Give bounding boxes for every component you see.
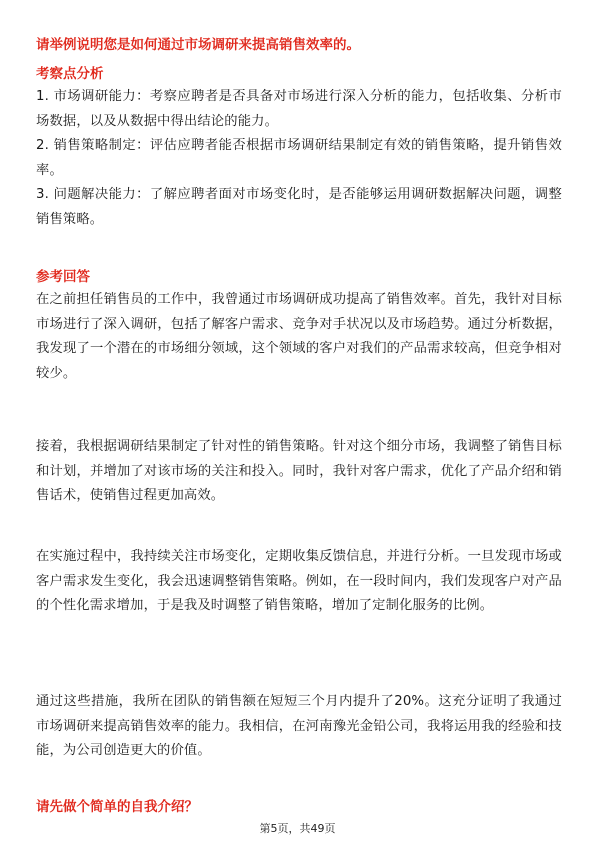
analysis-item-2: 2. 销售策略制定：评估应聘者能否根据市场调研结果制定有效的销售策略，提升销售效率。 xyxy=(36,138,562,178)
answer-paragraph-3: 在实施过程中，我持续关注市场变化，定期收集反馈信息，并进行分析。一旦发现市场或客户需求发生变化，我会迅速调整销售策略。例如，在一段时间内，我们发现客户对产品的个性化需求增加，于是我及时调整了销售策略，增加了定制化服务的比例。 xyxy=(36,549,562,613)
answer-paragraph-4: 通过这些措施，我所在团队的销售额在短短三个月内提升了20%。这充分证明了我通过市场调研来提高销售效率的能力。我相信，在河南豫光金铅公司，我将运用我的经验和技能，为公司创造更大的价值。 xyxy=(36,694,562,758)
analysis-item-1: 1. 市场调研能力：考察应聘者是否具备对市场进行深入分析的能力，包括收集、分析市场数据，以及从数据中得出结论的能力。 xyxy=(36,89,562,129)
page-number: 第5页，共49页 xyxy=(259,822,336,835)
analysis-list xyxy=(36,85,562,232)
answer-paragraph-2: 接着，我根据调研结果制定了针对性的销售策略。针对这个细分市场，我调整了销售目标和计划，并增加了对该市场的关注和投入。同时，我针对客户需求，优化了产品介绍和销售话术，使销售过程更加高效。 xyxy=(36,439,562,503)
answer-heading: 参考回答 xyxy=(36,269,90,285)
analysis-item-3: 3. 问题解决能力：了解应聘者面对市场变化时，是否能够运用调研数据解决问题，调整销售策略。 xyxy=(36,187,562,227)
question-title: 请举例说明您是如何通过市场调研来提高销售效率的。 xyxy=(36,37,360,53)
answer-paragraph-1: 在之前担任销售员的工作中，我曾通过市场调研成功提高了销售效率。首先，我针对目标市场进行了深入调研，包括了解客户需求、竞争对手状况以及市场趋势。通过分析数据，我发现了一个潜在的市场细分领域，这个领域的客户对我们的产品需求较高，但竞争相对较少。 xyxy=(36,292,562,381)
next-question-title: 请先做个简单的自我介绍？ xyxy=(36,799,198,815)
analysis-heading: 考察点分析 xyxy=(36,66,104,82)
